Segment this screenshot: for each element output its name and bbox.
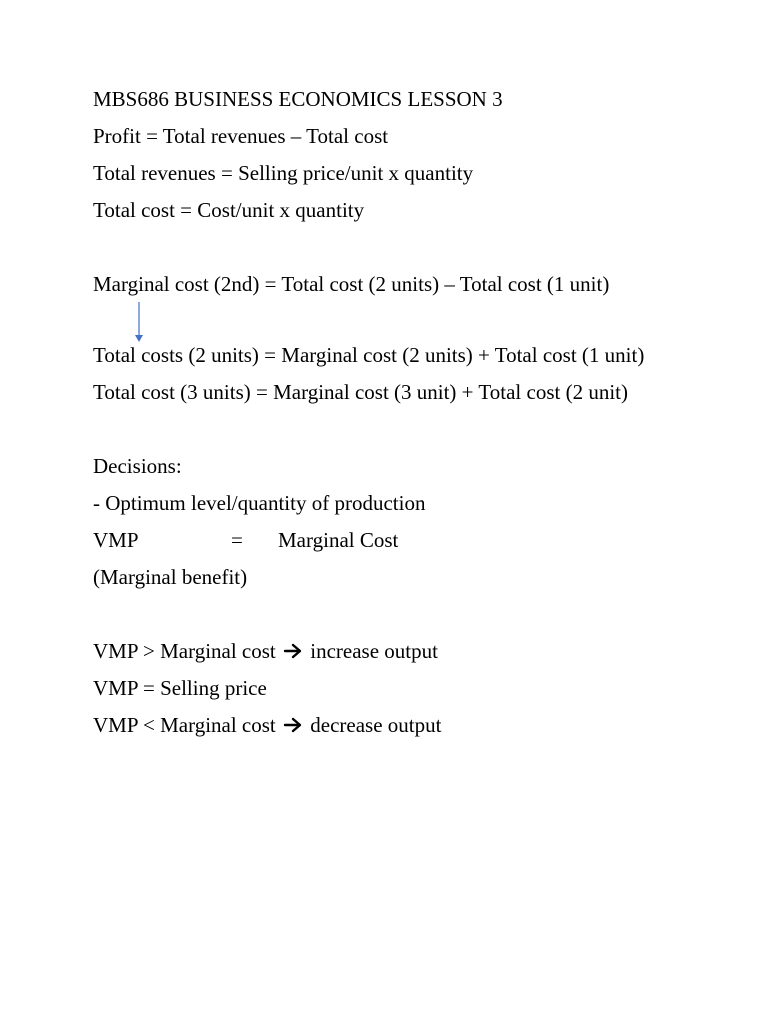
vmp-selling-price: VMP = Selling price bbox=[93, 676, 267, 700]
optimum-item: - Optimum level/quantity of production bbox=[93, 491, 426, 515]
lesson-title: MBS686 BUSINESS ECONOMICS LESSON 3 bbox=[93, 87, 503, 111]
equals-sign: = bbox=[231, 528, 243, 552]
arrow-row bbox=[93, 298, 683, 342]
blank-line bbox=[93, 601, 683, 628]
vmp-label: VMP bbox=[93, 528, 139, 552]
right-arrow-icon bbox=[283, 716, 303, 734]
rule-greater-action: increase output bbox=[310, 639, 438, 663]
right-arrow-icon bbox=[283, 642, 303, 660]
blank-line bbox=[93, 416, 683, 443]
rule-less-action: decrease output bbox=[310, 713, 442, 737]
profit-formula: Profit = Total revenues – Total cost bbox=[93, 124, 389, 148]
decisions-heading: Decisions: bbox=[93, 454, 182, 478]
vmp-equation bbox=[93, 527, 683, 554]
cost-formula: Total cost = Cost/unit x quantity bbox=[93, 198, 365, 222]
rule-less bbox=[93, 712, 683, 739]
total-cost-3-formula: Total cost (3 units) = Marginal cost (3 unit) + Total cost (2 unit) bbox=[93, 380, 628, 404]
rule-greater-condition: VMP > Marginal cost bbox=[93, 639, 276, 663]
marginal-cost-label: Marginal Cost bbox=[278, 528, 399, 552]
rule-greater bbox=[93, 638, 683, 665]
marginal-cost-formula: Marginal cost (2nd) = Total cost (2 units) – Total cost (1 unit) bbox=[93, 272, 610, 296]
total-costs-2-formula: Total costs (2 units) = Marginal cost (2 units) + Total cost (1 unit) bbox=[93, 343, 645, 367]
revenues-formula: Total revenues = Selling price/unit x quantity bbox=[93, 161, 474, 185]
marginal-benefit-note: (Marginal benefit) bbox=[93, 565, 248, 589]
rule-less-condition: VMP < Marginal cost bbox=[93, 713, 276, 737]
document-body bbox=[93, 86, 683, 749]
blank-line bbox=[93, 234, 683, 261]
down-arrow-icon bbox=[133, 302, 145, 342]
